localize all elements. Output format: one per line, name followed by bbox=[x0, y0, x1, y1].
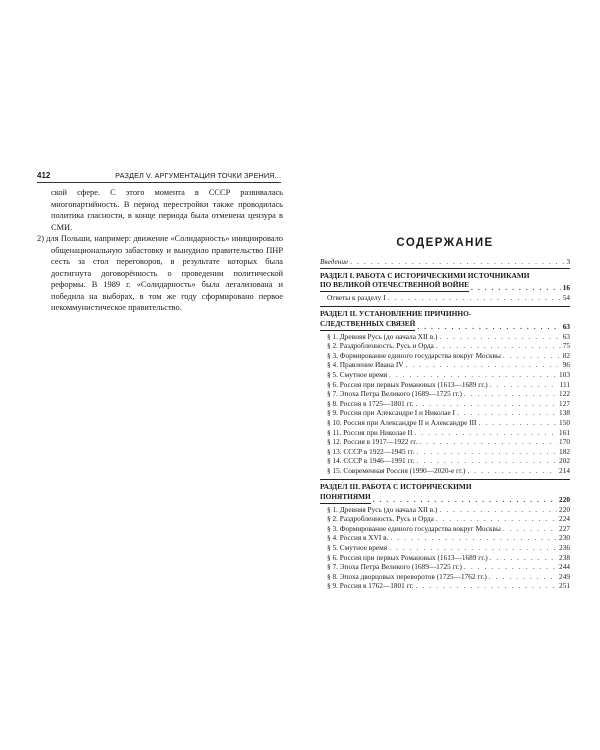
toc-entry-label: § 13. СССР в 1922—1945 гг. bbox=[327, 446, 415, 456]
leader-dots bbox=[416, 581, 557, 591]
toc-entry-page: 202 bbox=[559, 456, 570, 466]
leader-dots bbox=[436, 341, 561, 351]
leader-dots bbox=[471, 283, 561, 293]
toc-entry-page: 75 bbox=[562, 341, 570, 351]
toc-entry[interactable] bbox=[320, 428, 570, 438]
toc-entry[interactable] bbox=[320, 360, 570, 370]
toc-section-1 bbox=[320, 268, 570, 303]
toc-entry-label: § 8. Россия в 1725—1801 гг. bbox=[327, 398, 414, 408]
leader-dots bbox=[414, 428, 557, 438]
toc-entry[interactable] bbox=[320, 437, 570, 447]
toc-entry-label: § 15. Современная Россия (1990—2020-е гг.) bbox=[327, 465, 466, 475]
toc-entry-page: 249 bbox=[559, 571, 570, 581]
toc-entry[interactable] bbox=[320, 380, 570, 390]
leader-dots bbox=[390, 533, 557, 543]
toc-entry-page: 111 bbox=[559, 379, 570, 389]
toc-entry-label: § 10. Россия при Александре II и Александре III bbox=[327, 417, 477, 427]
section-2-items bbox=[320, 332, 570, 476]
toc-entry-label: § 4. Россия в XVI в. bbox=[327, 533, 389, 543]
list-item-2: 2) для Польши, например: движение «Солидарность» инициировало общенациональную забастовку и вынудило правительство ПНР сесть за стол переговоров, в результате которых была достигнута договорённость о проведении политической реформы. В 1989 г. «Солидарность» была легализована и победила на выборах, в том же году сформировано первое некоммунистическое правительство. bbox=[37, 234, 283, 313]
toc-entry-page: 122 bbox=[559, 389, 570, 399]
toc-entry-label: § 7. Эпоха Петра Великого (1689—1725 гг.) bbox=[327, 562, 462, 572]
toc-entry-page: 138 bbox=[559, 408, 570, 418]
toc-entry[interactable] bbox=[320, 505, 570, 515]
leader-dots bbox=[457, 408, 557, 418]
leader-dots bbox=[373, 495, 557, 505]
toc-entry[interactable] bbox=[320, 370, 570, 380]
toc-heading: СОДЕРЖАНИЕ bbox=[396, 237, 494, 249]
toc-entry[interactable] bbox=[320, 553, 570, 563]
leader-dots bbox=[464, 389, 557, 399]
toc-entry[interactable] bbox=[320, 399, 570, 409]
toc-entry-label: Ответы к разделу I bbox=[327, 292, 386, 302]
leader-dots bbox=[389, 370, 557, 380]
toc-section-2-heading[interactable] bbox=[320, 319, 570, 332]
toc-entry-label: § 9. Россия при Александре I и Николае I bbox=[327, 408, 455, 418]
toc-entry-page: 224 bbox=[559, 514, 570, 524]
toc-entry-page: 96 bbox=[562, 360, 570, 370]
toc-entry[interactable] bbox=[320, 341, 570, 351]
answer-text bbox=[37, 187, 283, 314]
toc-entry-answers-1[interactable] bbox=[320, 293, 570, 303]
toc-entry-label: § 2. Раздробленность. Русь и Орда bbox=[327, 341, 434, 351]
toc-entry-page: 161 bbox=[559, 427, 570, 437]
leader-dots bbox=[388, 293, 561, 303]
toc-entry[interactable] bbox=[320, 447, 570, 457]
leader-dots bbox=[419, 437, 557, 447]
section-2-title-line2: СЛЕДСТВЕННЫХ СВЯЗЕЙ bbox=[320, 319, 415, 331]
toc-entry-page: 230 bbox=[559, 533, 570, 543]
leader-dots bbox=[490, 553, 557, 563]
leader-dots bbox=[503, 524, 557, 534]
toc-entry[interactable] bbox=[320, 456, 570, 466]
toc-entry-label: § 5. Смутное время bbox=[327, 543, 388, 553]
toc-entry[interactable] bbox=[320, 514, 570, 524]
toc-entry-page: 170 bbox=[559, 437, 570, 447]
toc-entry-page: 236 bbox=[559, 543, 570, 553]
toc-entry-label: § 4. Правление Ивана IV bbox=[327, 360, 404, 370]
section-3-items bbox=[320, 505, 570, 591]
section-2-title-line1[interactable]: РАЗДЕЛ II. УСТАНОВЛЕНИЕ ПРИЧИННО- bbox=[320, 309, 472, 319]
toc-entry-page: 150 bbox=[559, 417, 570, 427]
section-1-title-line1[interactable]: РАЗДЕЛ I. РАБОТА С ИСТОРИЧЕСКИМИ ИСТОЧНИКАМИ bbox=[320, 270, 530, 280]
section-3-title-line2: ПОНЯТИЯМИ bbox=[320, 492, 371, 504]
toc-entry-label: § 5. Смутное время bbox=[327, 369, 388, 379]
toc-entry-page: 238 bbox=[559, 552, 570, 562]
toc-entry[interactable] bbox=[320, 533, 570, 543]
toc-entry-page: 127 bbox=[559, 398, 570, 408]
leader-dots bbox=[416, 456, 557, 466]
toc-entry-label: § 1. Древняя Русь (до начала XII в.) bbox=[327, 331, 438, 341]
toc-entry-page: 82 bbox=[562, 350, 570, 360]
toc-entry-page: 244 bbox=[559, 562, 570, 572]
toc-entry-page: 3 bbox=[566, 257, 570, 266]
leader-dots bbox=[417, 322, 560, 332]
toc-entry[interactable] bbox=[320, 543, 570, 553]
toc-entry-label: Введение bbox=[320, 257, 349, 266]
toc-entry[interactable] bbox=[320, 332, 570, 342]
toc-entry-page: 220 bbox=[559, 495, 570, 505]
toc-entry-page: 63 bbox=[562, 331, 570, 341]
leader-dots bbox=[479, 418, 558, 428]
leader-dots bbox=[416, 399, 557, 409]
leader-dots bbox=[389, 543, 557, 553]
page-number: 412 bbox=[37, 171, 51, 180]
toc-entry-page: 227 bbox=[559, 523, 570, 533]
toc-entry-label: § 14. СССР в 1946—1991 гг. bbox=[327, 456, 415, 466]
toc-entry-page: 182 bbox=[559, 446, 570, 456]
toc-entry[interactable] bbox=[320, 581, 570, 591]
toc-entry-label: § 7. Эпоха Петра Великого (1689—1725 гг.) bbox=[327, 389, 462, 399]
toc-entry-label: § 3. Формирование единого государства вокруг Москвы bbox=[327, 350, 501, 360]
toc-entry-page: 103 bbox=[559, 369, 570, 379]
toc-entry-label: § 8. Эпоха дворцовых переворотов (1725—1762 гг.) bbox=[327, 571, 487, 581]
toc-entry-page: 214 bbox=[559, 465, 570, 475]
toc-entry-label: § 6. Россия при первых Романовых (1613—1689 гг.) bbox=[327, 552, 488, 562]
toc-section-2 bbox=[320, 306, 570, 475]
toc-entry[interactable] bbox=[320, 351, 570, 361]
toc-entry[interactable] bbox=[320, 562, 570, 572]
leader-dots bbox=[406, 360, 561, 370]
toc-entry[interactable] bbox=[320, 466, 570, 476]
section-1-title-line2: ПО ВЕЛИКОЙ ОТЕЧЕСТВЕННОЙ ВОЙНЕ bbox=[320, 280, 469, 292]
leader-dots bbox=[490, 380, 558, 390]
leader-dots bbox=[416, 447, 557, 457]
toc-entry-label: § 6. Россия при первых Романовых (1613—1689 гг.) bbox=[327, 379, 488, 389]
toc-section-3-heading[interactable] bbox=[320, 492, 570, 505]
toc-entry[interactable] bbox=[320, 524, 570, 534]
toc-entry-label: § 12. Россия в 1917—1922 гг. bbox=[327, 437, 418, 447]
toc-entry-label: § 2. Раздробленность. Русь и Орда bbox=[327, 514, 434, 524]
leader-dots bbox=[439, 505, 557, 515]
leader-dots bbox=[503, 351, 561, 361]
section-3-title-line1[interactable]: РАЗДЕЛ III. РАБОТА С ИСТОРИЧЕСКИМИ bbox=[320, 482, 472, 492]
toc-entry[interactable] bbox=[320, 389, 570, 399]
toc-entry-page: 220 bbox=[559, 504, 570, 514]
toc-entry-page: 63 bbox=[562, 321, 570, 331]
toc-entry-label: § 3. Формирование единого государства вокруг Москвы bbox=[327, 523, 501, 533]
toc-entry[interactable] bbox=[320, 408, 570, 418]
toc-entry-page: 251 bbox=[559, 581, 570, 591]
continuation-paragraph: ской сфере. С этого момента в СССР развивалась многопартийность. В период перестройки также проводилась политика гласности, в конце периода была отменена цензура в СМИ. bbox=[51, 188, 283, 232]
leader-dots bbox=[439, 332, 560, 342]
toc-entry-page: 54 bbox=[562, 292, 570, 302]
leader-dots bbox=[467, 466, 557, 476]
toc-entry-page: 16 bbox=[562, 283, 570, 293]
running-title: РАЗДЕЛ V. АРГУМЕНТАЦИЯ ТОЧКИ ЗРЕНИЯ... bbox=[115, 171, 281, 180]
toc-section-1-heading[interactable] bbox=[320, 280, 570, 293]
toc-entry-label: § 11. Россия при Николае II bbox=[327, 427, 413, 437]
leader-dots bbox=[350, 257, 564, 267]
leader-dots bbox=[464, 562, 557, 572]
toc-entry[interactable] bbox=[320, 572, 570, 582]
toc-entry[interactable] bbox=[320, 418, 570, 428]
leader-dots bbox=[436, 514, 557, 524]
running-header bbox=[37, 170, 281, 183]
leader-dots bbox=[489, 572, 557, 582]
toc-section-3 bbox=[320, 479, 570, 591]
toc-entry-intro[interactable] bbox=[320, 257, 570, 267]
toc-entry-label: § 9. Россия в 1762—1801 гг. bbox=[327, 581, 414, 591]
toc-entry-label: § 1. Древняя Русь (до начала XII в.) bbox=[327, 504, 438, 514]
table-of-contents bbox=[320, 257, 570, 591]
